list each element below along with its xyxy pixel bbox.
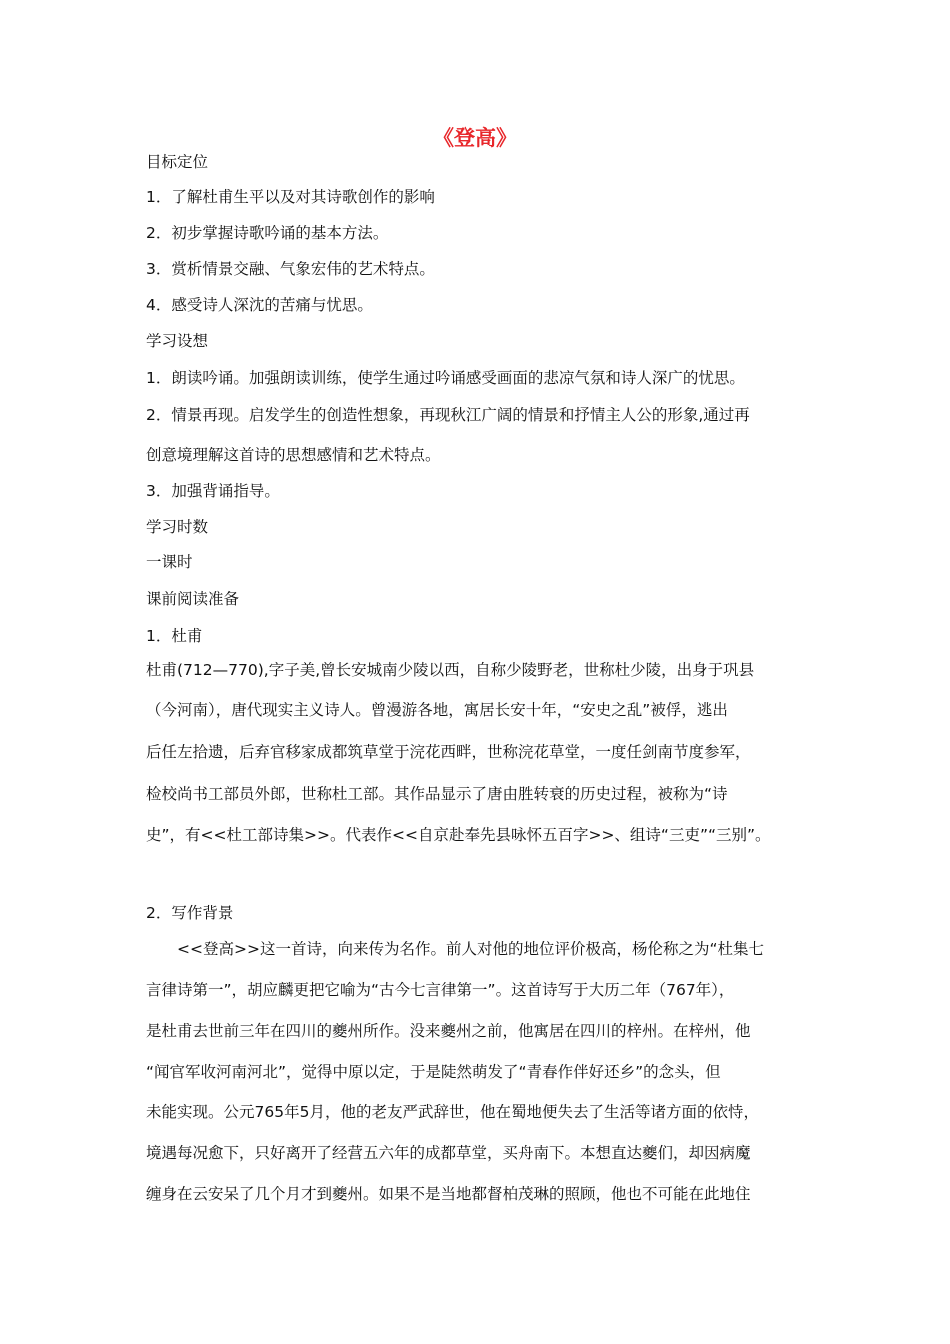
goal-item: 1．了解杜甫生平以及对其诗歌创作的影响	[146, 188, 435, 206]
goal-item: 3．赏析情景交融、气象宏伟的艺术特点。	[146, 260, 435, 278]
background-paragraph-line: 境遇每况愈下，只好离开了经营五六年的成都草堂，买舟南下。本想直达夔们，却因病魔	[146, 1144, 751, 1162]
background-paragraph-line: 是杜甫去世前三年在四川的夔州所作。没来夔州之前，他寓居在四川的梓州。在梓州，他	[146, 1022, 751, 1040]
goal-item: 4．感受诗人深沈的苦痛与忧思。	[146, 296, 373, 314]
bio-paragraph-line: （今河南），唐代现实主义诗人。曾漫游各地，寓居长安十年，“安史之乱”被俘，逃出	[146, 701, 728, 719]
subheading-background: 2．写作背景	[146, 904, 234, 922]
plan-item: 1．朗读吟诵。加强朗读训练，使学生通过吟诵感受画面的悲凉气氛和诗人深广的忧思。	[146, 369, 745, 387]
background-paragraph-line: <<登高>>这一首诗，向来传为名作。前人对他的地位评价极高，杨伦称之为“杜集七	[177, 940, 764, 958]
bio-paragraph-line: 杜甫(712—770),字子美,曾长安城南少陵以西，自称少陵野老，世称杜少陵，出身于巩县	[146, 661, 755, 679]
section-heading-goals: 目标定位	[146, 153, 209, 171]
section-heading-plan: 学习设想	[146, 332, 209, 350]
background-paragraph-line: 未能实现。公元765年5月，他的老友严武辞世，他在蜀地便失去了生活等诸方面的依恃，	[146, 1103, 759, 1121]
background-paragraph-line: “闻官军收河南河北”，觉得中原以定，于是陡然萌发了“青春作伴好还乡”的念头，但	[146, 1063, 721, 1081]
background-paragraph-line: 缠身在云安呆了几个月才到夔州。如果不是当地都督柏茂琳的照顾，他也不可能在此地住	[146, 1185, 751, 1203]
bio-paragraph-line: 检校尚书工部员外郎，世称杜工部。其作品显示了唐由胜转衰的历史过程，被称为“诗	[146, 785, 728, 803]
background-paragraph-line: 言律诗第一”，胡应麟更把它喻为“古今七言律第一”。这首诗写于大历二年（767年），	[146, 981, 735, 999]
section-heading-hours: 学习时数	[146, 518, 209, 536]
hours-value: 一课时	[146, 553, 193, 571]
document-title: 《登高》	[433, 126, 517, 150]
subheading-dufu: 1．杜甫	[146, 627, 203, 645]
plan-item: 3．加强背诵指导。	[146, 482, 280, 500]
plan-item: 2．情景再现。启发学生的创造性想象，再现秋江广阔的情景和抒情主人公的形象,通过再	[146, 406, 750, 424]
section-heading-prep: 课前阅读准备	[146, 590, 240, 608]
bio-paragraph-line: 史”，有<<杜工部诗集>>。代表作<<自京赴奉先县咏怀五百字>>、组诗“三吏”“三别”。	[146, 826, 771, 844]
bio-paragraph-line: 后任左拾遗，后弃官移家成都筑草堂于浣花西畔，世称浣花草堂，一度任剑南节度参军，	[146, 743, 751, 761]
plan-item-continued: 创意境理解这首诗的思想感情和艺术特点。	[146, 446, 441, 464]
goal-item: 2．初步掌握诗歌吟诵的基本方法。	[146, 224, 389, 242]
